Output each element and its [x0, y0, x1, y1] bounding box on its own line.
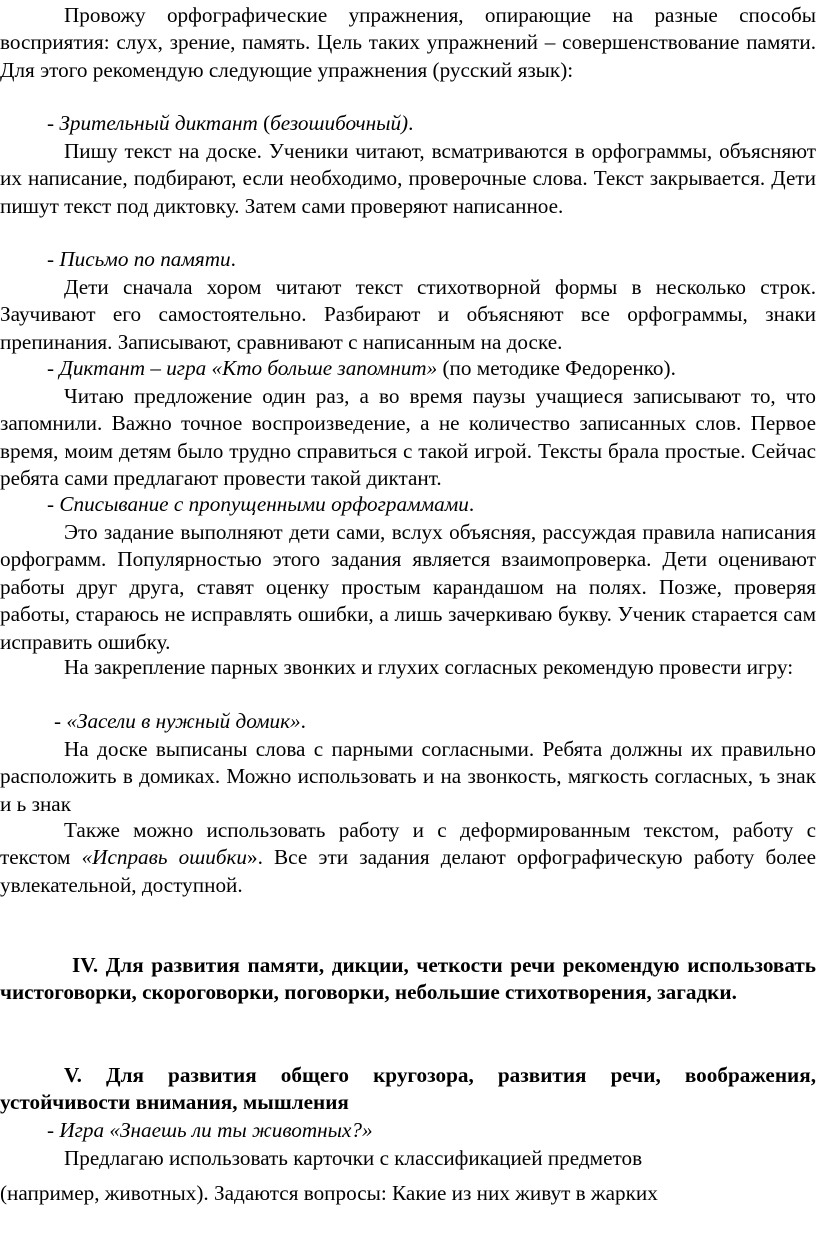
item-end: . — [468, 492, 475, 516]
list-item-dictation-game — [47, 355, 816, 382]
list-item-memory-writing — [47, 246, 816, 273]
paragraph-house-game: На доске выписаны слова с парными согласными. Ребята должны их правильно расположить в домиках. Можно использовать и на звонкость, мягкость согласных, ъ знак и ь знак — [0, 737, 816, 816]
dash: - — [54, 709, 67, 733]
item-title: «Засели в нужный домик» — [66, 709, 301, 733]
paragraph-visual-dictation: Пишу текст на доске. Ученики читают, всматриваются в орфограммы, объясняют их написание, подбирают, если необходимо, проверочные слова. Текст закрывается. Дети пишут текст под диктовку. Затем сами проверяют написанное. — [0, 139, 816, 218]
paragraph-cards-line1: Предлагаю использовать карточки с классификацией предметов — [64, 1146, 643, 1170]
item-end: . — [408, 111, 414, 135]
paragraph-deformed-text — [0, 817, 816, 899]
item-end: . — [300, 709, 306, 733]
paragraph-dictation-game: Читаю предложение один раз, а во время паузы учащиеся записывают то, что запомнили. Важно точное воспроизведение, а не количество записанных слов. Первое время, моим детям было трудно справиться с такой игрой. Тексты брала простые. Сейчас ребята сами предлагают провести такой диктант. — [0, 384, 816, 491]
dash: - — [47, 356, 60, 380]
list-item-animals-game — [47, 1117, 816, 1144]
italic-text: «Исправь ошибки — [81, 845, 247, 870]
paragraph-intro: Провожу орфографические упражнения, опирающие на разные способы восприятия: слух, зрение, память. Цель таких упражнений – совершенствование памяти. Для этого рекомендую следующие упражнения (русский язык): — [0, 3, 816, 82]
item-title: Письмо по памяти — [59, 247, 231, 271]
item-title: Диктант – игра «Кто больше запомнит» — [59, 356, 438, 380]
item-title-note: безошибочный) — [270, 111, 409, 135]
dash: - — [47, 247, 60, 271]
dash: - — [47, 492, 60, 516]
item-title: Игра «Знаешь ли ты животных?» — [59, 1118, 373, 1142]
dash: - — [47, 111, 60, 135]
list-item-visual-dictation — [47, 110, 816, 137]
item-end: . — [230, 247, 236, 271]
item-title: Зрительный диктант — [59, 111, 258, 135]
paragraph-paired-consonants: На закрепление парных звонких и глухих согласных рекомендую провести игру: — [64, 655, 794, 679]
item-title: Списывание с пропущенными орфограммами — [59, 492, 469, 516]
item-text: ( — [257, 111, 271, 135]
paragraph-memory-writing: Дети сначала хором читают текст стихотворной формы в несколько строк. Заучивают его самостоятельно. Разбирают и объясняют все орфограммы, знаки препинания. Записывают, сравнивают с написанным на доске. — [0, 275, 816, 354]
dash: - — [47, 1118, 60, 1142]
item-text: (по методике Федоренко). — [437, 356, 676, 380]
section-heading-v: V. Для развития общего кругозора, развития речи, воображения, устойчивости внимания, мышления — [0, 1063, 816, 1115]
text: ». Все эти задания делают орфографическую работу более увлекательной, доступной. — [0, 845, 816, 897]
paragraph-cards-line2: (например, животных). Задаются вопросы: Какие из них живут в жарких — [0, 1181, 658, 1205]
list-item-copying — [47, 491, 816, 518]
section-heading-iv: IV. Для развития памяти, дикции, четкости речи рекомендую использовать чистоговорки, скороговорки, поговорки, небольшие стихотворения, загадки. — [0, 953, 816, 1005]
list-item-house-game — [54, 708, 816, 735]
text: Также можно использовать работу и с деформированным текстом, работу с текстом — [0, 818, 816, 870]
paragraph-copying: Это задание выполняют дети сами, вслух объясняя, рассуждая правила написания орфограмм. Популярностью этого задания является взаимопроверка. Дети оценивают работы друг друга, ставят оценку простым карандашом на полях. Позже, проверяя работы, стараюсь не исправлять ошибки, а лишь зачеркиваю букву. Ученик старается сам исправить ошибку. — [0, 520, 816, 654]
